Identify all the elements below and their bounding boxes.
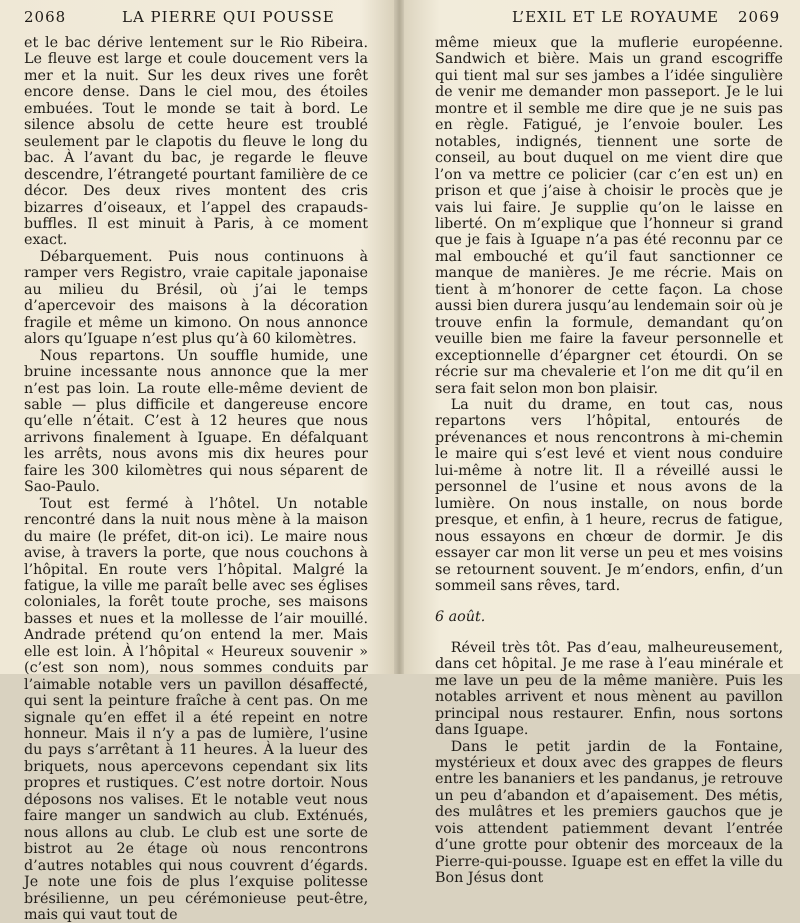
left-paragraph-1: et le bac dérive lentement sur le Rio Ribeira. Le fleuve est large et coule doucement vers la mer et la nuit. Sur les deux rives une forêt encore dense. Dans le ciel mou, des étoiles embuées. Tout le monde se tait à bord. Le silence absolu de cette heure est troublé seulement par le clapotis du fleuve le long du bac. À l’avant du bac, je regarde le fleuve descendre, l’étrangeté pourtant familière de ce décor. Des deux rives montent des cris bizarres d’oiseaux, et l’appel des crapauds-buffles. Il est minuit à Paris, à ce moment exact. (24, 35, 368, 249)
right-page (404, 0, 800, 887)
right-page-text (435, 35, 783, 887)
date-heading: 6 août. (435, 609, 486, 626)
left-running-title: LA PIERRE QUI POUSSE (122, 8, 335, 26)
left-page (0, 0, 392, 923)
left-page-number: 2068 (24, 8, 67, 26)
right-page-header (404, 8, 800, 34)
left-page-header (0, 8, 392, 34)
right-paragraph-4: Dans le petit jardin de la Fontaine, mystérieux et doux avec des grappes de fleurs entre les bananiers et les pandanus, je retrouve un peu d’abandon et d’apaisement. Des métis, des mulâtres et les premiers gauchos que je vois attendent patiemment devant l’entrée d’une grotte pour obtenir des morceaux de la Pierre-qui-pousse. Iguape est en effet la ville du Bon Jésus dont (435, 738, 783, 887)
right-running-title: L’EXIL ET LE ROYAUME (512, 8, 719, 26)
left-paragraph-3: Nous repartons. Un souffle humide, une bruine incessante nous annonce que la mer n’est pas loin. La route elle-même devient de sable — plus difficile et dangereuse encore qu’elle n’était. C’est à 12 heures que nous arrivons finalement à Iguape. En défalquant les arrêts, nous avons mis dix heures pour faire les 300 kilomètres qui nous séparent de Sao-Paulo. (24, 347, 368, 496)
book-gutter (394, 0, 404, 674)
left-paragraph-2: Débarquement. Puis nous continuons à ramper vers Registro, vraie capitale japonaise au milieu du Brésil, où j’ai le temps d’apercevoir des maisons à la décoration fragile et même un kimono. On nous annonce alors qu’Iguape n’est plus qu’à 60 kilomètres. (24, 248, 368, 348)
left-page-text (24, 35, 368, 923)
right-paragraph-1: même mieux que la muflerie européenne. Sandwich et bière. Mais un grand escogriffe qui tient mal sur ses jambes a l’idée singulière de venir me demander mon passeport. Je le lui montre et il semble me dire que je ne suis pas en règle. Fatigué, je l’envoie bouler. Les notables, indignés, tiennent une sorte de conseil, au bout duquel on me vient dire que l’on va mettre ce policier (car c’en est un) en prison et que j’aise à choisir le procès que je vais lui faire. Je supplie qu’on le laisse en liberté. On m’explique que l’honneur si grand que je fais à Iguape n’a pas été reconnu par ce mal embouché et qu’il faut sanctionner ce manque de manières. Je me récrie. Mais on tient à m’honorer de cette façon. La chose aussi bien durera jusqu’au lendemain soir où je trouve enfin la formule, demandant qu’on veuille bien me faire la faveur personnelle et exceptionnelle d’épargner cet étourdi. On se récrie sur ma chevalerie et l’on me dit qu’il en sera fait selon mon bon plaisir. (435, 35, 783, 397)
right-page-number: 2069 (738, 8, 781, 26)
right-paragraph-3: Réveil très tôt. Pas d’eau, malheureusement, dans cet hôpital. Je me rase à l’eau minérale et me lave un peu de la même manière. Puis les notables arrivent et nous mènent au pavillon principal nous restaurer. Enfin, nous sortons dans Iguape. (435, 639, 783, 739)
right-paragraph-2: La nuit du drame, en tout cas, nous repartons vers l’hôpital, entourés de prévenances et nous rencontrons à mi-chemin le maire qui s’est levé et vient nous conduire lui-même à notre lit. Il a réveillé aussi le personnel de l’usine et nous avons de la lumière. On nous installe, on nous borde presque, et enfin, à 1 heure, recrus de fatigue, nous essayons en chœur de dormir. Je dis essayer car mon lit verse un peu et mes voisins se retournent souvent. Je m’endors, enfin, d’un sommeil sans rêves, tard. (435, 396, 783, 594)
left-paragraph-4: Tout est fermé à l’hôtel. Un notable rencontré dans la nuit nous mène à la maison du maire (le préfet, dit-on ici). Le maire nous avise, à travers la porte, que nous couchons à l’hôpital. En route vers l’hôpital. Malgré la fatigue, la ville me paraît belle avec ses églises coloniales, la forêt toute proche, ses maisons basses et nues et la mollesse de l’air mouillé. Andrade prétend qu’on entend la mer. Mais elle est loin. À l’hôpital « Heureux souvenir » (c’est son nom), nous sommes conduits par l’aimable notable vers un pavillon désaffecté, qui sent la peinture fraîche à cent pas. On me signale qu’en effet il a été repeint en notre honneur. Mais il n’y a pas de lumière, l’usine du pays s’arrêtant à 11 heures. À la lueur des briquets, nous apercevons cependant six lits propres et rustiques. C’est notre dortoir. Nous déposons nos valises. Et le notable veut nous faire manger un sandwich au club. Exténués, nous allons au club. Le club est une sorte de bistrot au 2e étage où nous rencontrons d’autres notables qui nous couvrent d’égards. Je note une fois de plus l’exquise politesse brésilienne, un peu cérémonieuse peut-être, mais qui vaut tout de (24, 495, 368, 923)
